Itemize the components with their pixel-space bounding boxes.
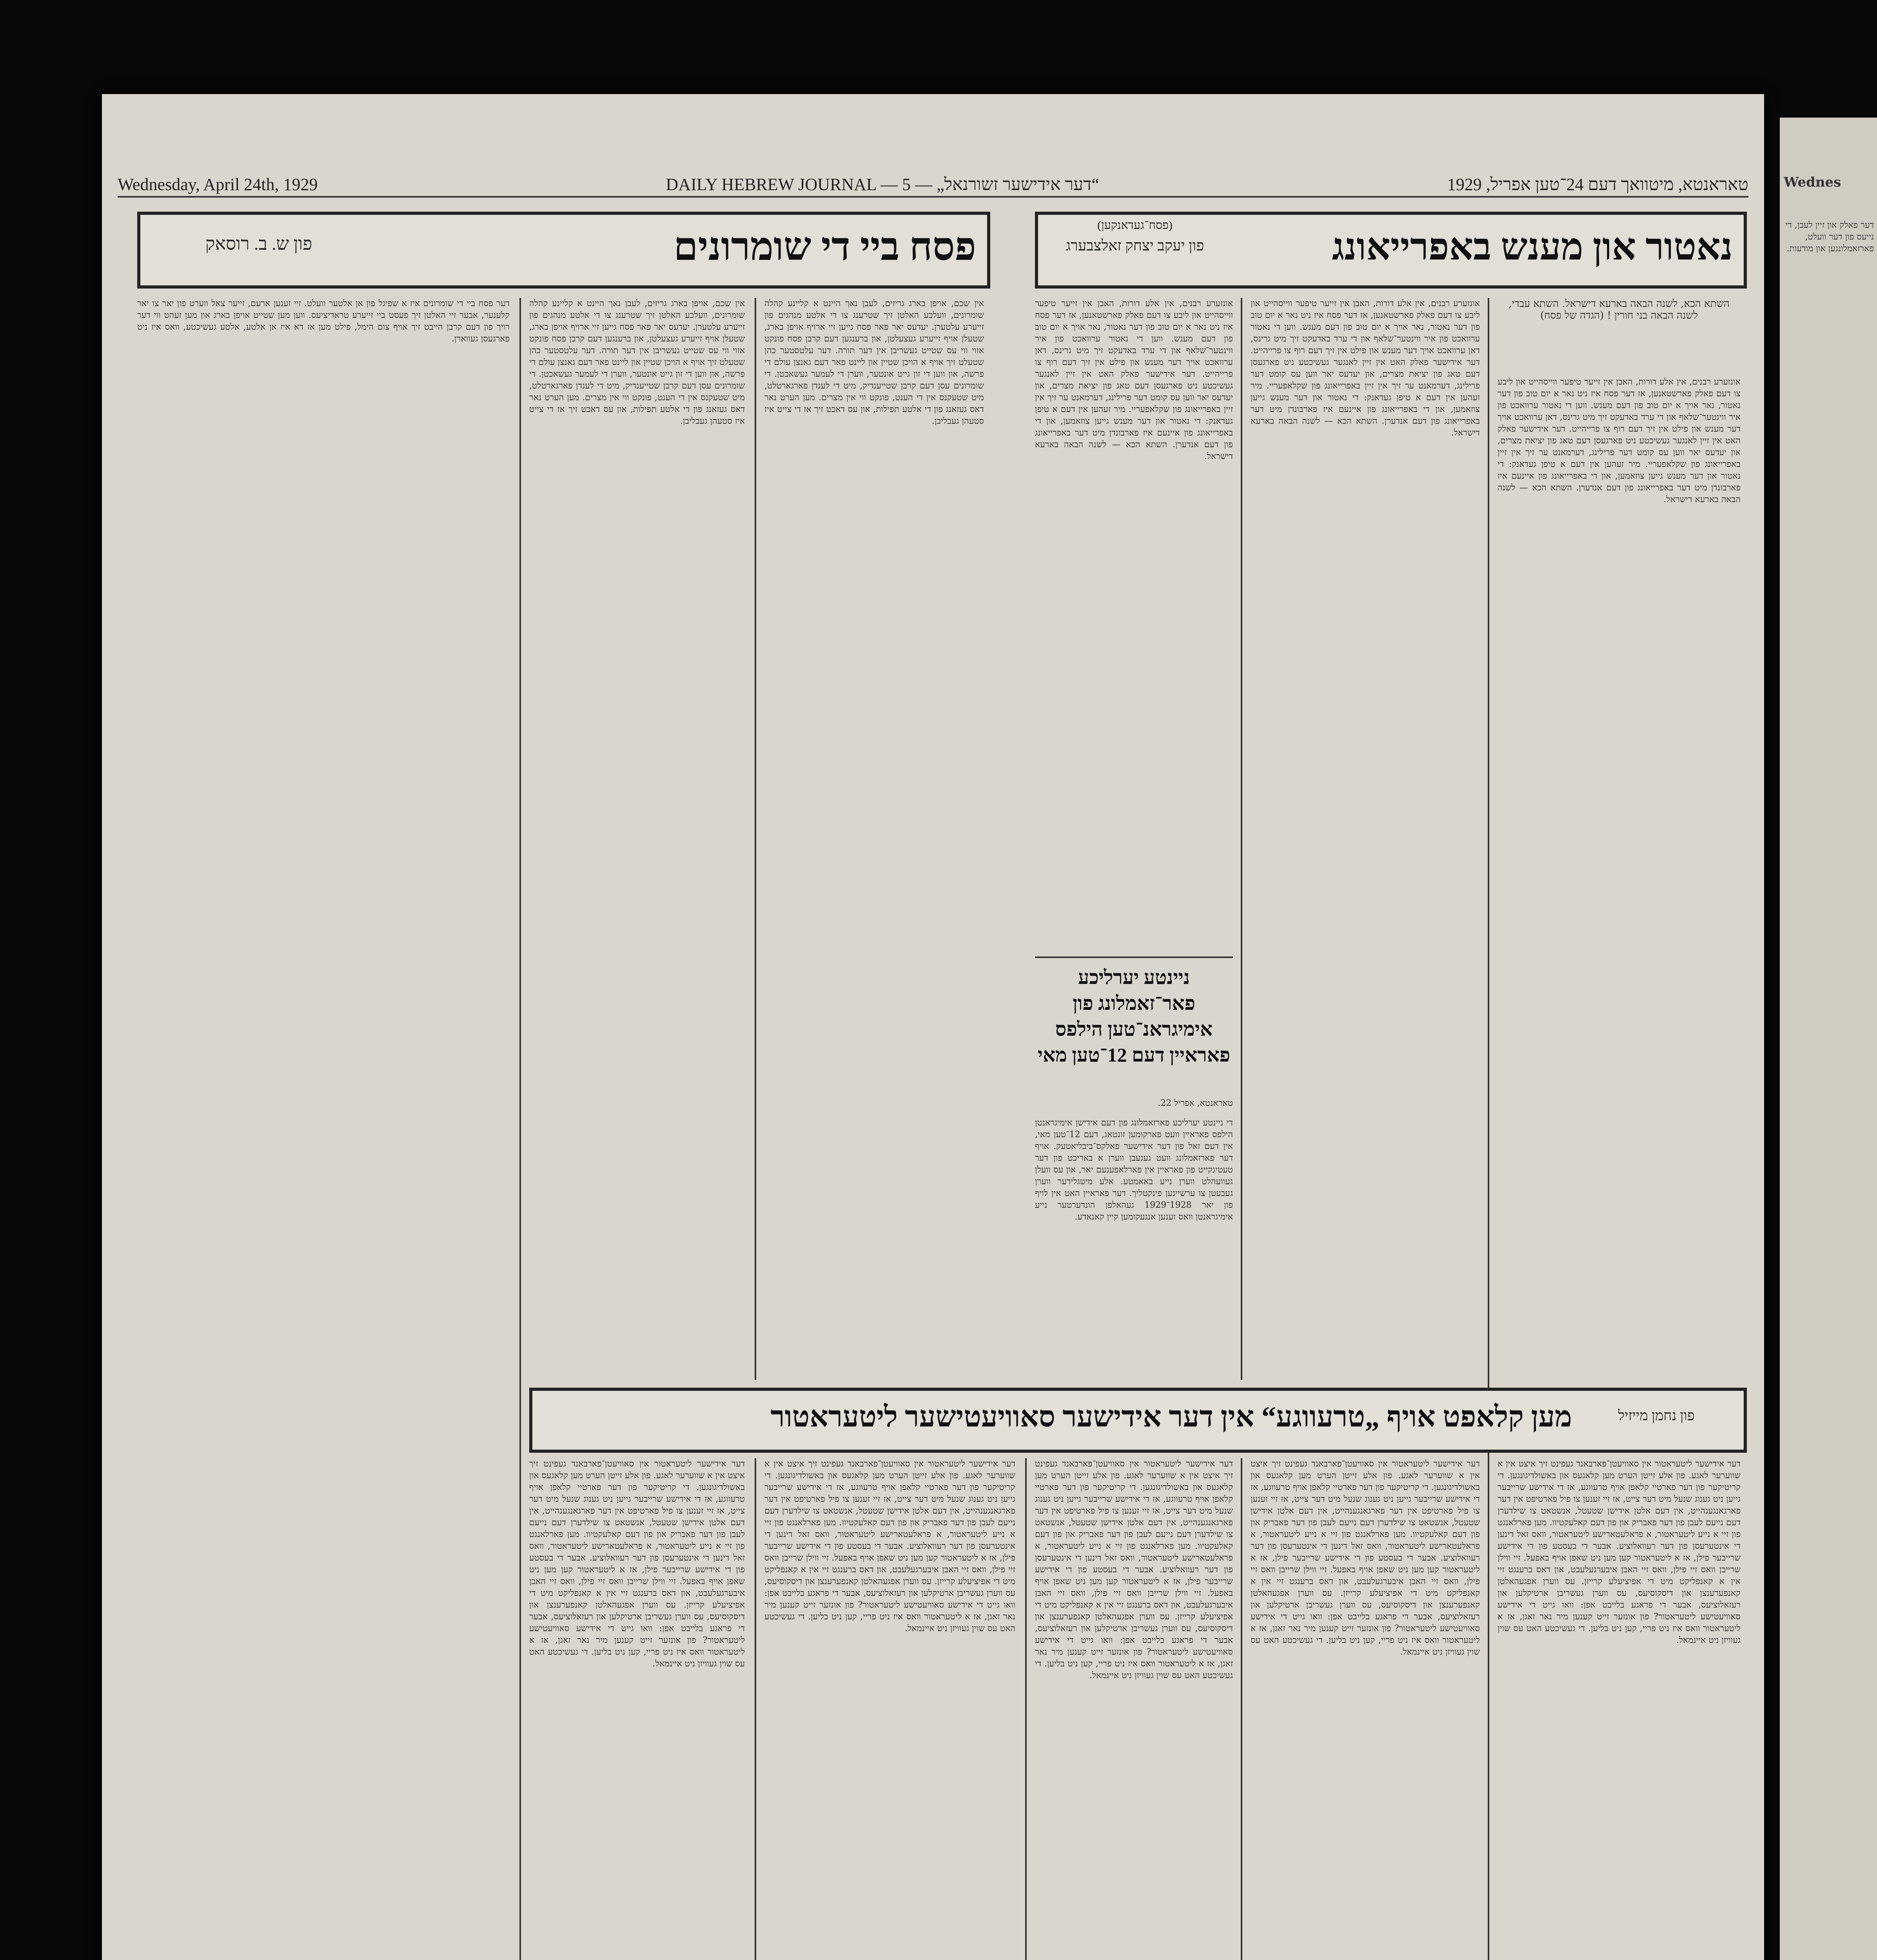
headline-nature: נאטור און מענש באפרייאונג [1332,226,1733,268]
column-rule [1025,1458,1027,1960]
byline-nature: פון יעקב יצחק זאלצבערג [1066,238,1204,254]
nature-body-col2: אונזערע רבנים, אין אלע דורות, האבן אין זייער טיפער ווייסהייט און ליבע צו דעם פאלק פארשטאנען, אז דער פסח איז ניט נאר א יום טוב פון דער נאטור, נאר אויך א יום טוב פון דעם מענש. ווען די נאטור ערוואכט פון איר ווינטער־שלאף און די ערד באדעקט זיך מיט גרינס, דאן ערוואכט אויך דער מענש און פילט אין זיך דעם רוף צו פרייהייט. דער אידישער פאלק האט אין זיין לאנגער געשיכטע ניט פארגעסן דעם טאג פון יציאת מצרים, און יעדעס יאר ווען עס קומט דער פרילינג, דערמאנט ער זיך אין זיין באפרייאונג פון שקלאפעריי. מיר זעהען אין דעם א טיפן געדאנק: די נאטור און דער מענש גייען צוזאמען, און די באפרייאונג פון איינעם איז פארבונדן מיט דער באפרייאונג פון דעם אנדערן. השתא הכא — לשנה הבאה בארעא דישראל. [1251,299,1480,438]
immigrant-aid-body: די ניינטע יערליכע פארזאמלונג פון דעם אידישן אימיגראנטן הילפס פאראיין וועט פארקומען זונטאג, דעם 12־טען מאי, אין דעם זאל פון דער אידישער פאלקס־ביבליאטעק. אויף דער פארזאמלונג וועט געגעבן ווערן א באריכט פון דער טעטיגקייט פון פאראיין אין פארלאפענעם יאר, און עס וועלן געוועהלט ווערן נייע באאמטע. אלע מיטגלידער ווערן געבעטן צו ערשיינען פינקטליך. דער פאראיין האט אין לויף פון יאר 1928־1929 געהאלפן הונדערטער נייע אימיגראנטן וואס זענען אנגעקומען קיין קאנאדע. [1035,1118,1233,1222]
folio-date-yiddish: טאראנטא, מיטוואך דעם 24־טען אפריל, 1929 [1447,174,1748,194]
literature-body-col2: דער אידישער ליטעראטור אין סאוויעטן־פארבאנד געפינט זיך איצט אין א שווערער לאגע. פון אלע זייטן הערט מען קלאגעס און באשולדיגונגען. די קריטיקער פון דער פארטיי קלאפן אויף טרעווגע, אז די אידישע שרייבער גייען ניט גענוג שנעל מיט דער צייט, אז זיי זענען צו פיל פארטיפט אין דער פארגאנגענהייט, אין דעם אלטן אידישן שטעטל, אנשטאט צו שילדערן דעם נייעם לעבן פון דער פאבריק און פון דעם קאלעקטיוו. מען פארלאנגט פון זיי א נייע ליטעראטור, א פראלעטארישע ליטעראטור, וואס זאל דינען די אינטערעסן פון דער רעוואלוציע. אבער די בעסטע פון די אידישע שרייבער פילן, אז א ליטעראטור קען מען ניט שאפן אויף באפעל. זיי ווילן שרייבן וואס זיי פילן, וואס זיי האבן איבערגעלעבט, און דאס ברענגט זיי אין א קאנפליקט מיט די אפיציעלע קרייזן. עס ווערן אפגעהאלטן קאנפערענצן און דיסקוסיעס, עס ווערן געשריבן ארטיקלען און רעזאלוציעס, אבער די פראגע בלייבט אפן: וואו גייט די אידישע סאוויעטישע ליטעראטור? פון אונזער זייט קענען מיר נאר זאגן, אז א ליטעראטור וואס איז ניט פריי, קען ניט בליען. די געשיכטע האט עס שוין געוויזן ניט איינמאל. [1251,1459,1480,1657]
adjacent-page-text: דער פאלק און זיין לעבן, די נייעס פון דער וועלט, פארזאמלונגען און מודעות. [1785,220,1874,254]
center-article-rule [1035,956,1233,958]
column-rule [755,298,756,1380]
newspaper-page [102,94,1764,1960]
literature-body-col5: דער אידישער ליטעראטור אין סאוויעטן־פארבאנד געפינט זיך איצט אין א שווערער לאגע. פון אלע זייטן הערט מען קלאגעס און באשולדיגונגען. די קריטיקער פון דער פארטיי קלאפן אויף טרעווגע, אז די אידישע שרייבער גייען ניט גענוג שנעל מיט דער צייט, אז זיי זענען צו פיל פארטיפט אין דער פארגאנגענהייט, אין דעם אלטן אידישן שטעטל, אנשטאט צו שילדערן דעם נייעם לעבן פון דער פאבריק און פון דעם קאלעקטיוו. מען פארלאנגט פון זיי א נייע ליטעראטור, א פראלעטארישע ליטעראטור, וואס זאל דינען די אינטערעסן פון דער רעוואלוציע. אבער די בעסטע פון די אידישע שרייבער פילן, אז א ליטעראטור קען מען ניט שאפן אויף באפעל. זיי ווילן שרייבן וואס זיי פילן, וואס זיי האבן איבערגעלעבט, און דאס ברענגט זיי אין א קאנפליקט מיט די אפיציעלע קרייזן. עס ווערן אפגעהאלטן קאנפערענצן און דיסקוסיעס, עס ווערן געשריבן ארטיקלען און רעזאלוציעס, אבער די פראגע בלייבט אפן: וואו גייט די אידישע סאוויעטישע ליטעראטור? פון אונזער זייט קענען מיר נאר זאגן, אז א ליטעראטור וואס איז ניט פריי, קען ניט בליען. די געשיכטע האט עס שוין געוויזן ניט איינמאל. [529,1459,745,1669]
column-rule [1241,1458,1242,1960]
headline-samaritans: פסח ביי די שומרונים [673,225,976,269]
adjacent-page-strip [1780,118,1877,1960]
folio-masthead: DAILY HEBREW JOURNAL — 5 — „דער אידישער זשורנאל“ [666,174,1099,194]
literature-body-col4: דער אידישער ליטעראטור אין סאוויעטן־פארבאנד געפינט זיך איצט אין א שווערער לאגע. פון אלע זייטן הערט מען קלאגעס און באשולדיגונגען. די קריטיקער פון דער פארטיי קלאפן אויף טרעווגע, אז די אידישע שרייבער גייען ניט גענוג שנעל מיט דער צייט, אז זיי זענען צו פיל פארטיפט אין דער פארגאנגענהייט, אין דעם אלטן אידישן שטעטל, אנשטאט צו שילדערן דעם נייעם לעבן פון דער פאבריק און פון דעם קאלעקטיוו. מען פארלאנגט פון זיי א נייע ליטעראטור, א פראלעטארישע ליטעראטור, וואס זאל דינען די אינטערעסן פון דער רעוואלוציע. אבער די בעסטע פון די אידישע שרייבער פילן, אז א ליטעראטור קען מען ניט שאפן אויף באפעל. זיי ווילן שרייבן וואס זיי פילן, וואס זיי האבן איבערגעלעבט, און דאס ברענגט זיי אין א קאנפליקט מיט די אפיציעלע קרייזן. עס ווערן אפגעהאלטן קאנפערענצן און דיסקוסיעס, עס ווערן געשריבן ארטיקלען און רעזאלוציעס, אבער די פראגע בלייבט אפן: וואו גייט די אידישע סאוויעטישע ליטעראטור? פון אונזער זייט קענען מיר נאר זאגן, אז א ליטעראטור וואס איז ניט פריי, קען ניט בליען. די געשיכטע האט עס שוין געוויזן ניט איינמאל. [764,1459,1015,1633]
folio-date-english: Wednesday, April 24th, 1929 [118,174,318,194]
column-rule [1241,298,1242,1380]
samaritans-body-col2: אין שכם, אויפן בארג גריזים, לעבן נאך היינט א קליינע קהלה שומרונים, וועלכע האלטן זיך שטרענג צו די אלטע מנהגים פון זייערע עלטערן. יעדעס יאר פאר פסח גייען זיי ארויף אויפן בארג, שטעלן אויף זייערע געצעלטן, און ברענגען דעם קרבן פסח פונקט אזוי ווי עס שטייט געשריבן אין דער תורה. דער עלטסטער כהן שטעלט זיך אויף א הויכן שטיין און ליינט פאר דעם גאנצן עולם די פרשה, און ווען די זון גייט אונטער, ווערן די לעמער געשאכטן. די שומרונים עסן דעם קרבן שטייענדיק, מיט די לענדן פארגארטלט, מיט שטעקנס אין די הענט, פונקט ווי אין מצרים. מען הערט נאר דאס געזאנג פון די אלטע תפילות, און עס דאכט זיך אז די צייט איז סטעהן געבליבן. [529,299,745,426]
headline-literature: מען קלאפט אויף „טרעווגע“ אין דער אידישער סאוויעטישער ליטעראטור [770,1401,1572,1433]
nature-body-col3: אונזערע רבנים, אין אלע דורות, האבן אין זייער טיפער ווייסהייט און ליבע צו דעם פאלק פארשטאנען, אז דער פסח איז ניט נאר א יום טוב פון דער נאטור, נאר אויך א יום טוב פון דעם מענש. ווען די נאטור ערוואכט פון איר ווינטער־שלאף און די ערד באדעקט זיך מיט גרינס, דאן ערוואכט אויך דער מענש און פילט אין זיך דעם רוף צו פרייהייט. דער אידישער פאלק האט אין זיין לאנגער געשיכטע ניט פארגעסן דעם טאג פון יציאת מצרים, און יעדעס יאר ווען עס קומט דער פרילינג, דערמאנט ער זיך אין זיין באפרייאונג פון שקלאפעריי. מיר זעהען אין דעם א טיפן געדאנק: די נאטור און דער מענש גייען צוזאמען, און די באפרייאונג פון איינעם איז פארבונדן מיט דער באפרייאונג פון דעם אנדערן. השתא הכא — לשנה הבאה בארעא דישראל. [1035,299,1233,461]
adjacent-page-folio: Wednes [1784,176,1841,188]
byline-top-nature: (פסח־געדאנקען) [1097,219,1173,232]
byline-samaritans: פון ש. ב. רוסאק [205,234,312,254]
immigrant-aid-dateline: טאראנטא, אפריל 22. [1158,1098,1233,1108]
column-rule [519,298,521,1960]
byline-literature: פון נחמן מייזיל [1618,1408,1695,1423]
literature-body-col1: דער אידישער ליטעראטור אין סאוויעטן־פארבאנד געפינט זיך איצט אין א שווערער לאגע. פון אלע זייטן הערט מען קלאגעס און באשולדיגונגען. די קריטיקער פון דער פארטיי קלאפן אויף טרעווגע, אז די אידישע שרייבער גייען ניט גענוג שנעל מיט דער צייט, אז זיי זענען צו פיל פארטיפט אין דער פארגאנגענהייט, אין דעם אלטן אידישן שטעטל, אנשטאט צו שילדערן דעם נייעם לעבן פון דער פאבריק און פון דעם קאלעקטיוו. מען פארלאנגט פון זיי א נייע ליטעראטור, א פראלעטארישע ליטעראטור, וואס זאל דינען די אינטערעסן פון דער רעוואלוציע. אבער די בעסטע פון די אידישע שרייבער פילן, אז א ליטעראטור קען מען ניט שאפן אויף באפעל. זיי ווילן שרייבן וואס זיי פילן, וואס זיי האבן איבערגעלעבט, און דאס ברענגט זיי אין א קאנפליקט מיט די אפיציעלע קרייזן. עס ווערן אפגעהאלטן קאנפערענצן און דיסקוסיעס, עס ווערן געשריבן ארטיקלען און רעזאלוציעס, אבער די פראגע בלייבט אפן: וואו גייט די אידישע סאוויעטישע ליטעראטור? פון אונזער זייט קענען מיר נאר זאגן, אז א ליטעראטור וואס איז ניט פריי, קען ניט בליען. די געשיכטע האט עס שוין געוויזן ניט איינמאל. [1498,1459,1741,1645]
literature-body-col3: דער אידישער ליטעראטור אין סאוויעטן־פארבאנד געפינט זיך איצט אין א שווערער לאגע. פון אלע זייטן הערט מען קלאגעס און באשולדיגונגען. די קריטיקער פון דער פארטיי קלאפן אויף טרעווגע, אז די אידישע שרייבער גייען ניט גענוג שנעל מיט דער צייט, אז זיי זענען צו פיל פארטיפט אין דער פארגאנגענהייט, אין דעם אלטן אידישן שטעטל, אנשטאט צו שילדערן דעם נייעם לעבן פון דער פאבריק און פון דעם קאלעקטיוו. מען פארלאנגט פון זיי א נייע ליטעראטור, א פראלעטארישע ליטעראטור, וואס זאל דינען די אינטערעסן פון דער רעוואלוציע. אבער די בעסטע פון די אידישע שרייבער פילן, אז א ליטעראטור קען מען ניט שאפן אויף באפעל. זיי ווילן שרייבן וואס זיי פילן, וואס זיי האבן איבערגעלעבט, און דאס ברענגט זיי אין א קאנפליקט מיט די אפיציעלע קרייזן. עס ווערן אפגעהאלטן קאנפערענצן און דיסקוסיעס, עס ווערן געשריבן ארטיקלען און רעזאלוציעס, אבער די פראגע בלייבט אפן: וואו גייט די אידישע סאוויעטישע ליטעראטור? פון אונזער זייט קענען מיר נאר זאגן, אז א ליטעראטור וואס איז ניט פריי, קען ניט בליען. די געשיכטע האט עס שוין געוויזן ניט איינמאל. [1035,1459,1233,1681]
column-rule [755,1458,756,1960]
samaritans-body-col1: אין שכם, אויפן בארג גריזים, לעבן נאך היינט א קליינע קהלה שומרונים, וועלכע האלטן זיך שטרענג צו די אלטע מנהגים פון זייערע עלטערן. יעדעס יאר פאר פסח גייען זיי ארויף אויפן בארג, שטעלן אויף זייערע געצעלטן, און ברענגען דעם קרבן פסח פונקט אזוי ווי עס שטייט געשריבן אין דער תורה. דער עלטסטער כהן שטעלט זיך אויף א הויכן שטיין און ליינט פאר דעם גאנצן עולם די פרשה, און ווען די זון גייט אונטער, ווערן די לעמער געשאכטן. די שומרונים עסן דעם קרבן שטייענדיק, מיט די לענדן פארגארטלט, מיט שטעקנס אין די הענט, פונקט ווי אין מצרים. מען הערט נאר דאס געזאנג פון די אלטע תפילות, און עס דאכט זיך אז די צייט איז סטעהן געבליבן. [764,299,984,426]
nature-body-col1: אונזערע רבנים, אין אלע דורות, האבן אין זייער טיפער ווייסהייט און ליבע צו דעם פאלק פארשטאנען, אז דער פסח איז ניט נאר א יום טוב פון דער נאטור, נאר אויך א יום טוב פון דעם מענש. ווען די נאטור ערוואכט פון איר ווינטער־שלאף און די ערד באדעקט זיך מיט גרינס, דאן ערוואכט אויך דער מענש און פילט אין זיך דעם רוף צו פרייהייט. דער אידישער פאלק האט אין זיין לאנגער געשיכטע ניט פארגעסן דעם טאג פון יציאת מצרים, און יעדעס יאר ווען עס קומט דער פרילינג, דערמאנט ער זיך אין זיין באפרייאונג פון שקלאפעריי. מיר זעהען אין דעם א טיפן געדאנק: די נאטור און דער מענש גייען צוזאמען, און די באפרייאונג פון איינעם איז פארבונדן מיט דער באפרייאונג פון דעם אנדערן. השתא הכא — לשנה הבאה בארעא דישראל. [1498,377,1741,505]
nature-quote: השתא הכא, לשנה הבאה בארעא דישראל. השתא עבדי, לשנה הבאה בני חורין ! (הגדה של פסח) [1508,298,1730,321]
headline-immigrant-aid: ניינטע יערליכע פאר־זאמלונג פון אימיגראנ־טען הילפס פאראיין דעם 12־טען מאי [1037,966,1231,1066]
column-rule [1488,1458,1489,1960]
page-folio [118,172,1748,198]
samaritans-body-col3: דער פסח ביי די שומרונים איז א שפיגל פון אן אלטער וועלט. זיי זענען ארעם, זייער צאל ווערט פון יאר צו יאר קלענער, אבער זיי האלטן זיך פעסט ביי זייערע טראדיציעס. ווען מען שטייט אויפן בארג און מען זעהט ווי דער רויך פון דעם קרבן הייבט זיך אויף צום הימל, פילט מען אז דא איז אן אלטע, אלטע געשיכטע, וואס איז ניט פארגעסן געווארן. [137,299,510,344]
